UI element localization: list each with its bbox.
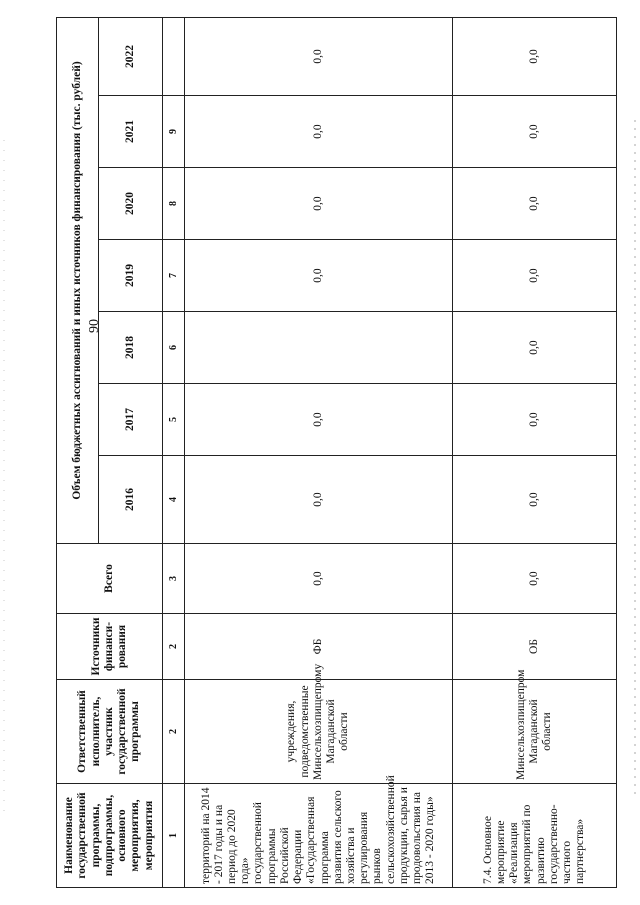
header-year: 2018 (99, 312, 163, 384)
column-number: 3 (163, 544, 185, 614)
header-source: Источники финанси-рования (57, 614, 163, 680)
row-name: территорий на 2014 - 2017 годы и на период до 2020 года» государственной программы Российской Федерации «Государственная программа развития сельского хозяйства и регулирования рынков сельскохозяйственной продукции, сырья и продовольствия на 2013 - 2020 годы» (185, 784, 453, 888)
header-executor: Ответственный исполнитель, участник государственной программы (57, 680, 163, 784)
column-number (163, 17, 185, 95)
column-number: 4 (163, 456, 185, 544)
column-number: 7 (163, 240, 185, 312)
row-value: 0,0 (185, 240, 453, 312)
row-value: 0,0 (185, 384, 453, 456)
budget-table (56, 17, 617, 888)
row-value: 0,0 (453, 240, 617, 312)
row-executor: учреждения, подведомственные Минсельхозпищепрому Магаданской области (185, 680, 453, 784)
row-value: 0,0 (453, 17, 617, 95)
table-row (185, 17, 453, 887)
header-year: 2020 (99, 168, 163, 240)
row-value: 0,0 (185, 17, 453, 95)
column-number: 2 (163, 680, 185, 784)
row-executor: Минсельхозпищепром Магаданской области (453, 680, 617, 784)
table-row (453, 17, 617, 887)
column-number: 8 (163, 168, 185, 240)
column-number: 5 (163, 384, 185, 456)
row-value: 0,0 (453, 312, 617, 384)
row-source: ОБ (453, 614, 617, 680)
header-year: 2022 (99, 17, 163, 95)
row-value: 0,0 (185, 168, 453, 240)
row-total: 0,0 (185, 544, 453, 614)
header-total: Всего (57, 544, 163, 614)
header-year: 2021 (99, 96, 163, 168)
row-value: 0,0 (185, 456, 453, 544)
header-year: 2017 (99, 384, 163, 456)
row-name: 7.4. Основное мероприятие «Реализация мероприятий по развитию государственно-частного партнерства» (453, 784, 617, 888)
column-number: 2 (163, 614, 185, 680)
header-year: 2016 (99, 456, 163, 544)
column-number: 6 (163, 312, 185, 384)
column-number: 1 (163, 784, 185, 888)
column-number: 9 (163, 96, 185, 168)
row-value: 0,0 (453, 456, 617, 544)
row-value (185, 312, 453, 384)
header-budget-group: Объем бюджетных ассигнований и иных источников финансирования (тыс. рублей) (57, 17, 99, 543)
row-value: 0,0 (453, 384, 617, 456)
row-source: ФБ (185, 614, 453, 680)
page-number: 90 (87, 319, 102, 333)
row-total: 0,0 (453, 544, 617, 614)
header-name: Наименование государственной программы, подпрограммы, основного мероприятия, мероприятия (57, 784, 163, 888)
rotated-table-container (56, 18, 616, 888)
header-year: 2019 (99, 240, 163, 312)
row-value: 0,0 (185, 96, 453, 168)
row-value: 0,0 (453, 168, 617, 240)
row-value: 0,0 (453, 96, 617, 168)
